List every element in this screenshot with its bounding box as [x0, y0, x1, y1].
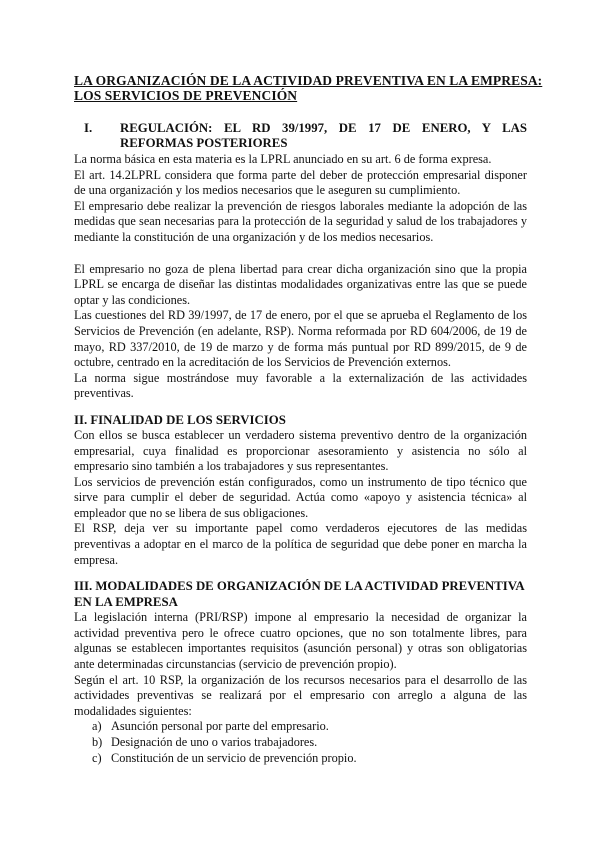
paragraph: La norma básica en esta materia es la LPRL anunciado en su art. 6 de forma expresa.: [74, 152, 492, 166]
section-2-heading: II. FINALIDAD DE LOS SERVICIOS: [74, 412, 286, 427]
list-item-text: Asunción personal por parte del empresario.: [111, 719, 329, 734]
section-1-title: REGULACIÓN: EL RD 39/1997, DE 17 DE ENERO, Y LAS REFORMAS POSTERIORES: [120, 121, 527, 150]
paragraph: Los servicios de prevención están configurados, como un instrumento de tipo técnico que sirve para cumplir el deber de seguridad. Actúa como «apoyo y asistencia técnica» al empleador que no se libera de sus obligaciones.: [74, 474, 527, 520]
list-marker: a): [92, 719, 102, 734]
list-marker: b): [92, 735, 103, 749]
paragraph: El empresario debe realizar la prevención de riesgos laborales mediante la adopción de las medidas que sean necesarias para la protección de la seguridad y salud de los trabajadores y mediante la constitución de una organización y de los medios necesarios.: [74, 198, 527, 244]
list-marker: c): [92, 750, 102, 765]
section-1-heading: [74, 121, 527, 151]
list-item: [74, 719, 527, 735]
paragraph: Según el art. 10 RSP, la organización de los recursos necesarios para el desarrollo de las actividades preventivas se realizará por el empresario con arreglo a alguna de las modalidades siguientes:: [74, 672, 527, 718]
list-item-text: Constitución de un servicio de prevención propio.: [111, 750, 357, 765]
paragraph: El RSP, deja ver su importante papel como verdaderos ejecutores de las medidas preventivas a adoptar en el marco de la política de seguridad que debe poner en marcha la empresa.: [74, 521, 527, 567]
list-item-text: Designación de uno o varios trabajadores.: [111, 735, 318, 749]
list-item: [74, 751, 527, 767]
modalities-list: [74, 719, 527, 766]
list-item: [74, 735, 527, 751]
paragraph: Las cuestiones del RD 39/1997, de 17 de enero, por el que se aprueba el Reglamento de los Servicios de Prevención (en adelante, RSP). Norma reformada por RD 604/2006, de 19 de mayo, RD 337/2010, de 19 de marzo y de forma más puntual por RD 899/2015, de 9 de octubre, centrado en la acreditación de los Servicios de Prevención externos.: [74, 308, 527, 370]
section-1-number: I.: [84, 121, 93, 135]
document-body: [74, 121, 527, 766]
document-title: LA ORGANIZACIÓN DE LA ACTIVIDAD PREVENTIVA EN LA EMPRESA: LOS SERVICIOS DE PREVENCIÓN: [74, 73, 543, 103]
paragraph: Con ellos se busca establecer un verdadero sistema preventivo dentro de la organización empresarial, cuya finalidad es proporcionar asesoramiento y asistencia no sólo al empresario sino también a los trabajadores y sus representantes.: [74, 427, 527, 474]
paragraph: El empresario no goza de plena libertad para crear dicha organización sino que la propia LPRL se encarga de diseñar las distintas modalidades organizativas entre las que se puede optar y las condiciones.: [74, 261, 527, 307]
section-3-heading: III. MODALIDADES DE ORGANIZACIÓN DE LA ACTIVIDAD PREVENTIVA EN LA EMPRESA: [74, 579, 524, 610]
paragraph: La norma sigue mostrándose muy favorable a la externalización de las actividades preventivas.: [74, 370, 527, 401]
paragraph: El art. 14.2LPRL considera que forma parte del deber de protección empresarial disponer de una organización y los medios necesarios que le aseguren su cumplimiento.: [74, 167, 527, 198]
paragraph: La legislación interna (PRI/RSP) impone al empresario la necesidad de organizar la actividad preventiva pero le ofrece cuatro opciones, que no son totalmente libres, para algunas se establecen importantes requisitos (asunción personal) y otras son obligatorias ante determinadas circunstancias (servicio de prevención propio).: [74, 610, 527, 672]
